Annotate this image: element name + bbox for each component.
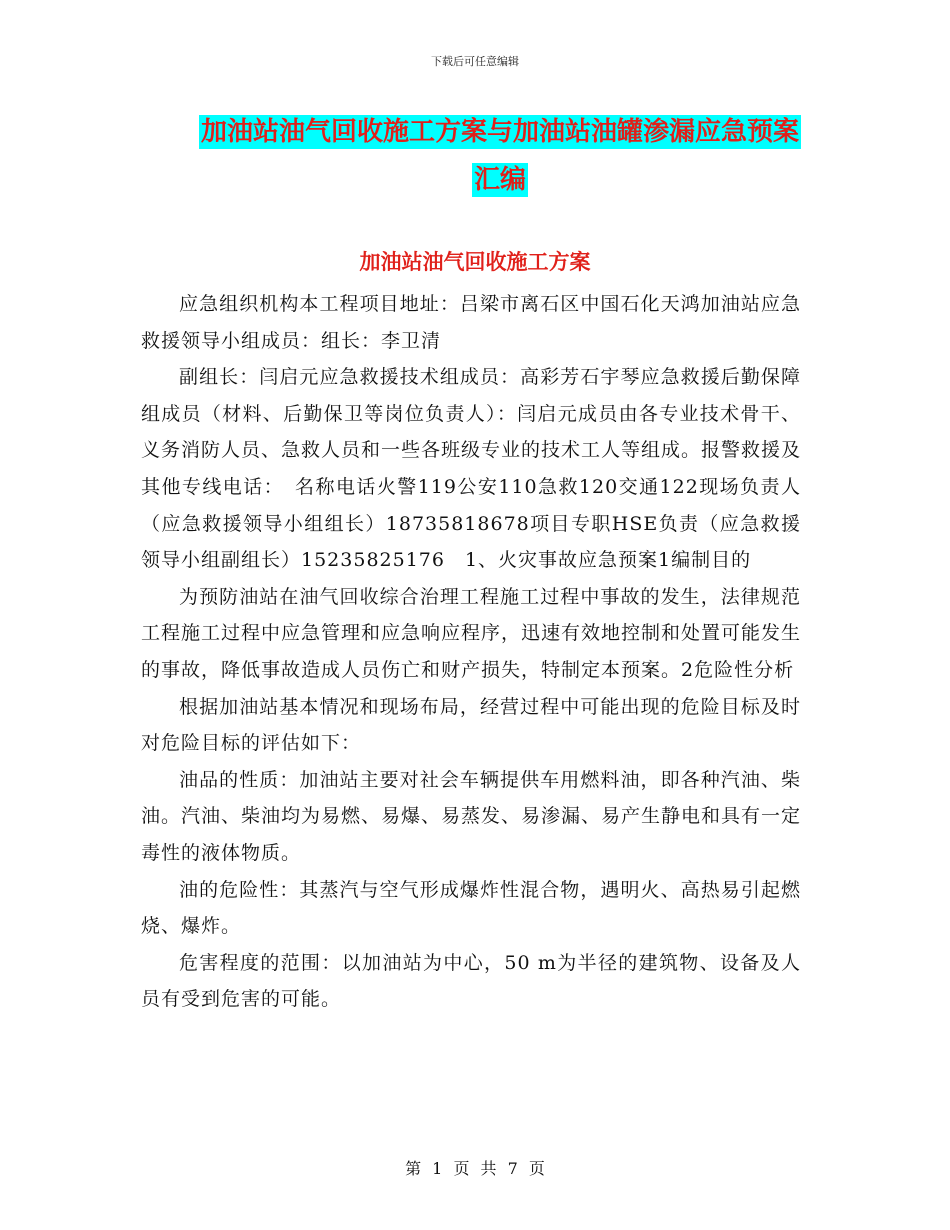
page-header: 下载后可任意编辑 xyxy=(431,55,519,68)
paragraph: 根据加油站基本情况和现场布局，经营过程中可能出现的危险目标及时对危险目标的评估如下： xyxy=(141,695,801,755)
document-body xyxy=(141,286,801,1018)
paragraph: 副组长：闫启元应急救援技术组成员：高彩芳石宇琴应急救援后勤保障组成员（材料、后勤保卫等岗位负责人）：闫启元成员由各专业技术骨干、义务消防人员、急救人员和一些各班级专业的技术工人等组成。报警救援及其他专线电话： 名称电话火警119公安110急救120交通122现场负责人（应急救援领导小组组长）18735818678项目专职HSE负责（应急救援领导小组副组长）15235825176 1、火灾事故应急预案1编制目的 xyxy=(141,366,802,572)
paragraph: 油的危险性：其蒸汽与空气形成爆炸性混合物，遇明火、高热易引起燃烧、爆炸。 xyxy=(141,878,801,938)
paragraph: 为预防油站在油气回收综合治理工程施工过程中事故的发生，法律规范工程施工过程中应急管理和应急响应程序，迅速有效地控制和处置可能发生的事故，降低事故造成人员伤亡和财产损失，特制定本预案。2危险性分析 xyxy=(141,585,802,681)
paragraph: 危害程度的范围：以加油站为中心，50 m为半径的建筑物、设备及人员有受到危害的可能。 xyxy=(141,951,801,1011)
paragraph: 油品的性质：加油站主要对社会车辆提供车用燃料油，即各种汽油、柴油。汽油、柴油均为易燃、易爆、易蒸发、易渗漏、易产生静电和具有一定毒性的液体物质。 xyxy=(141,768,802,864)
document-title-line2: 汇编 xyxy=(473,165,526,195)
paragraph: 应急组织机构本工程项目地址：吕梁市离石区中国石化天鸿加油站应急救援领导小组成员：组长：李卫清 xyxy=(141,293,801,352)
document-title xyxy=(140,108,860,204)
document-title-line1: 加油站油气回收施工方案与加油站油罐渗漏应急预案 xyxy=(200,117,799,147)
section-title: 加油站油气回收施工方案 xyxy=(359,249,591,274)
page-footer: 第 1 页 共 7 页 xyxy=(405,1159,545,1178)
